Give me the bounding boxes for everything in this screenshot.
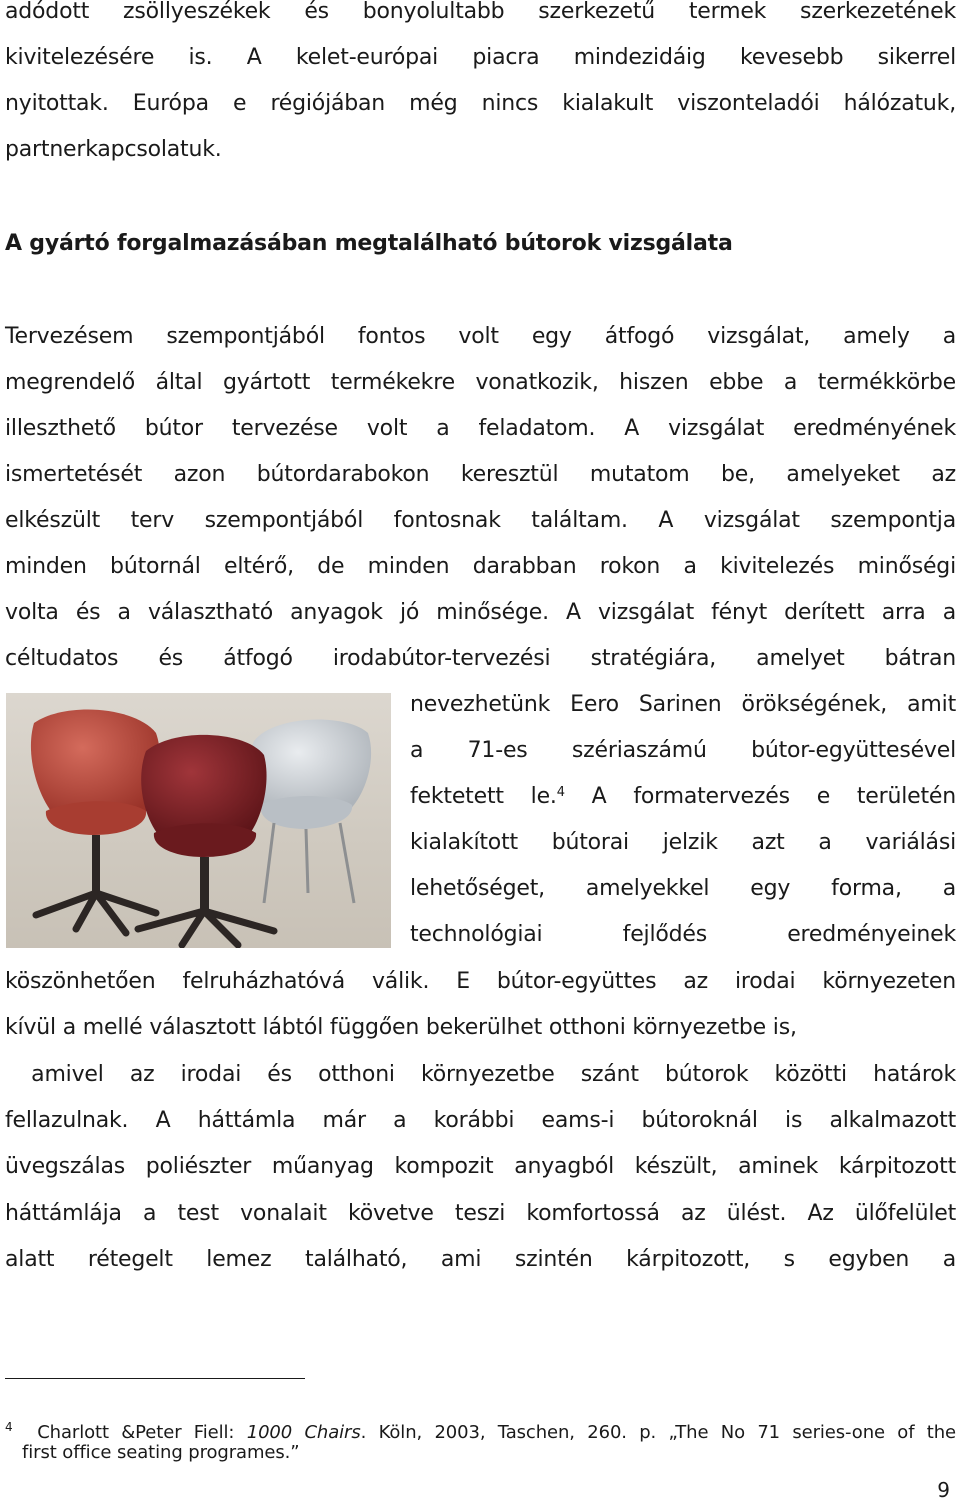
footnote-line-2: first office seating programes.”	[22, 1442, 300, 1463]
red-chair	[31, 710, 160, 933]
body-line-4: ismertetését azon bútordarabokon keresztül mutatom be, amelyeket az	[5, 462, 956, 487]
wrap-line-6: technológiai fejlődés eredményeinek	[410, 922, 956, 947]
footnote-separator	[5, 1378, 305, 1379]
after-line-7: alatt rétegelt lemez található, ami szintén kárpitozott, s egyben a	[5, 1247, 956, 1272]
after-line-6: háttámlája a test vonalait követve teszi komfortossá az ülést. Az ülőfelület	[5, 1201, 956, 1226]
body-line-6: minden bútornál eltérő, de minden darabban rokon a kivitelezés minőségi	[5, 554, 956, 579]
wrap-line-4: kialakított bútorai jelzik azt a variálási	[410, 830, 956, 855]
wrap-line-3	[410, 782, 956, 812]
wrap-line-3-prefix: fektetett le.	[410, 784, 557, 809]
after-line-5: üvegszálas poliészter műanyag kompozit anyagból készült, aminek kárpitozott	[5, 1154, 956, 1179]
grey-chair	[250, 720, 372, 903]
after-line-3: amivel az irodai és otthoni környezetbe szánt bútorok közötti határok	[5, 1062, 956, 1087]
footnote-mark: 4	[5, 1420, 13, 1434]
intro-line-2: kivitelezésére is. A kelet-európai piacra mindezidáig kevesebb sikerrel	[5, 45, 956, 70]
body-line-1: Tervezésem szempontjából fontos volt egy átfogó vizsgálat, amely a	[5, 324, 956, 349]
intro-line-4: partnerkapcsolatuk.	[5, 137, 222, 162]
section-heading: A gyártó forgalmazásában megtalálható bútorok vizsgálata	[5, 231, 733, 256]
intro-line-1: adódott zsöllyeszékek és bonyolultabb szerkezetű termek szerkezetének	[5, 0, 956, 24]
wrap-line-2: a 71-es szériaszámú bútor-együttesével	[410, 738, 956, 763]
body-line-3: illeszthető bútor tervezése volt a feladatom. A vizsgálat eredményének	[5, 416, 956, 441]
body-line-7: volta és a választható anyagok jó minősége. A vizsgálat fényt derített arra a	[5, 600, 956, 625]
wrap-line-1: nevezhetünk Eero Sarinen örökségének, amit	[410, 692, 956, 717]
footnote-reference: 4	[556, 785, 565, 800]
wrap-line-3-rest: A formatervezés e területén	[591, 784, 956, 809]
body-line-2: megrendelő által gyártott termékekre vonatkozik, hiszen ebbe a termékkörbe	[5, 370, 956, 395]
footnote-citation: . Köln, 2003, Taschen, 260. p. „The No 71 series-one of the	[360, 1422, 956, 1443]
chairs-photo	[6, 693, 391, 948]
intro-line-3: nyitottak. Európa e régiójában még nincs kialakult viszonteladói hálózatuk,	[5, 91, 956, 116]
after-line-1: köszönhetően felruházhatóvá válik. E bútor-együttes az irodai környezeten	[5, 969, 956, 994]
after-line-2: kívül a mellé választott lábtól függően bekerülhet otthoni környezetbe is,	[5, 1015, 797, 1040]
body-line-5: elkészült terv szempontjából fontosnak találtam. A vizsgálat szempontja	[5, 508, 956, 533]
chairs-illustration	[6, 693, 391, 948]
wrap-line-5: lehetőséget, amelyekkel egy forma, a	[410, 876, 956, 901]
page-number: 9	[937, 1478, 950, 1502]
body-line-8: céltudatos és átfogó irodabútor-tervezési stratégiára, amelyet bátran	[5, 646, 956, 671]
after-line-4: fellazulnak. A háttámla már a korábbi eams-i bútoroknál is alkalmazott	[5, 1108, 956, 1133]
footnote-author: Charlott &Peter Fiell:	[37, 1422, 247, 1443]
footnote-book-title: 1000 Chairs	[246, 1422, 361, 1443]
